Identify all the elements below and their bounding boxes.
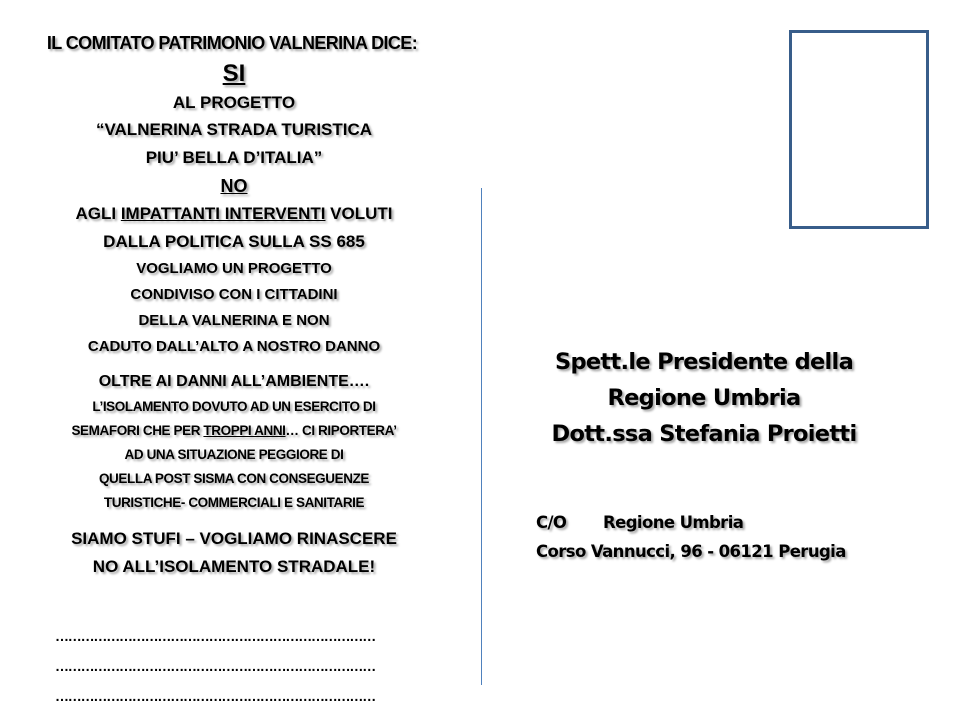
voluti-text: VOLUTI [325, 204, 393, 223]
recipient-line-3: Dott.ssa Stefania Proietti [551, 421, 857, 447]
post-sisma-line: QUELLA POST SISMA CON CONSEGUENZE [98, 471, 370, 486]
si-text: SI [222, 60, 246, 87]
troppi-anni-text: TROPPI ANNI [203, 423, 286, 438]
condiviso-line: CONDIVISO CON I CITTADINI [130, 286, 338, 303]
no-isolamento-line: NO ALL’ISOLAMENTO STRADALE! [92, 557, 376, 576]
recipient-line-1: Spett.le Presidente della [554, 349, 854, 375]
situazione-line: AD UNA SITUAZIONE PEGGIORE DI [124, 447, 344, 462]
al-progetto-text: AL PROGETTO [172, 93, 296, 112]
committee-heading: IL COMITATO PATRIMONIO VALNERINA DICE: [46, 33, 418, 53]
recipient-block [500, 344, 908, 452]
signature-line-2: ………………………………………………………………… [55, 658, 376, 674]
no-heading [0, 172, 468, 200]
si-heading [0, 58, 468, 90]
recipient-line-2: Regione Umbria [607, 385, 801, 411]
interventions-line [0, 200, 468, 228]
signature-line-1: ………………………………………………………………… [55, 628, 376, 644]
postcard-divider [481, 188, 482, 685]
message-column [0, 28, 468, 581]
project-name-line2: PIU’ BELLA D’ITALIA” [145, 148, 323, 167]
caduto-line: CADUTO DALL’ALTO A NOSTRO DANNO [87, 338, 381, 355]
co-label: C/O [536, 513, 567, 532]
impattanti-text: IMPATTANTI INTERVENTI [120, 204, 326, 223]
oltre-line: OLTRE AI DANNI ALL’AMBIENTE…. [98, 373, 370, 390]
stamp-box [789, 30, 929, 229]
address-block [536, 508, 846, 566]
address-street-line: Corso Vannucci, 96 - 06121 Perugia [536, 542, 846, 561]
agli-text: AGLI [75, 204, 121, 223]
riportera-text: … CI RIPORTERA’ [285, 423, 397, 438]
politics-line: DALLA POLITICA SULLA SS 685 [103, 232, 365, 251]
semafori-line [0, 419, 468, 443]
co-value: Regione Umbria [603, 513, 744, 532]
no-text: NO [220, 176, 248, 196]
turistiche-line: TURISTICHE- COMMERCIALI E SANITARIE [103, 495, 365, 510]
della-valnerina-line: DELLA VALNERINA E NON [138, 312, 330, 329]
siamo-stufi-line: SIAMO STUFI – VOGLIAMO RINASCERE [71, 529, 397, 548]
project-name-line1: “VALNERINA STRADA TURISTICA [95, 120, 373, 139]
semafori-text: SEMAFORI CHE PER [71, 423, 204, 438]
address-co-line [536, 508, 846, 537]
isolamento-line: L’ISOLAMENTO DOVUTO AD UN ESERCITO DI [92, 399, 376, 414]
signature-line-3: ………………………………………………………………… [55, 688, 376, 704]
vogliamo-line: VOGLIAMO UN PROGETTO [136, 260, 332, 277]
